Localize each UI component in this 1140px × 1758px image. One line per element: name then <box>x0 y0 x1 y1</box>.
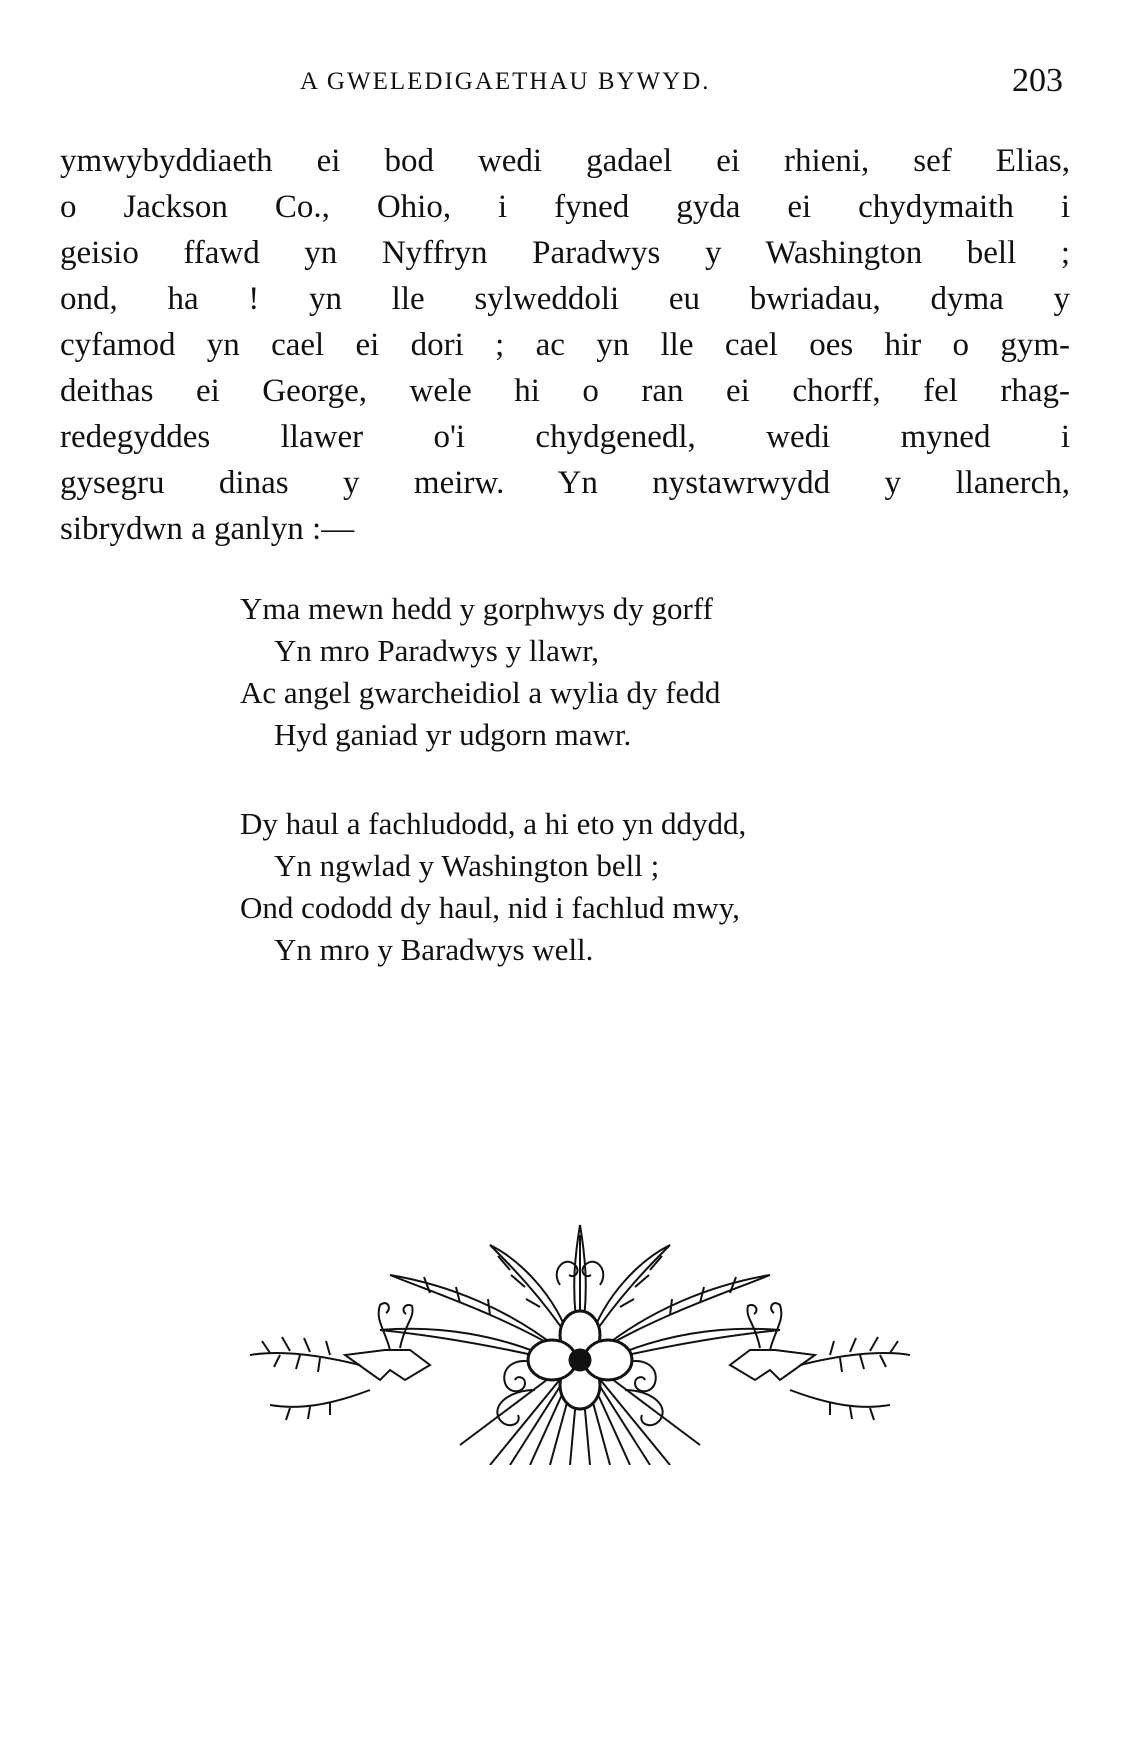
prose-line: ymwybyddiaeth ei bod wedi gadael ei rhieni, sef Elias, <box>60 143 1070 179</box>
verse-line: Hyd ganiad yr udgorn mawr. <box>274 717 632 752</box>
verse-stanza <box>240 588 1040 756</box>
prose-line: cyfamod yn cael ei dori ; ac yn lle cael oes hir o gym- <box>60 327 1070 363</box>
prose-line: ond, ha ! yn lle sylweddoli eu bwriadau, dyma y <box>60 281 1070 317</box>
prose-line: gysegru dinas y meirw. Yn nystawrwydd y llanerch, <box>60 465 1070 501</box>
verse-line: Yma mewn hedd y gorphwys dy gorff <box>240 591 713 626</box>
prose-line: sibrydwn a ganlyn :— <box>60 511 355 547</box>
verse-stanza <box>240 803 1040 971</box>
verse-line: Yn mro Paradwys y llawr, <box>274 633 600 668</box>
verse-line: Dy haul a fachludodd, a hi eto yn ddydd, <box>240 806 747 841</box>
prose-line: o Jackson Co., Ohio, i fyned gyda ei chydymaith i <box>60 189 1070 225</box>
verse-line: Ac angel gwarcheidiol a wylia dy fedd <box>240 675 721 710</box>
prose-line: deithas ei George, wele hi o ran ei chorff, fel rhag- <box>60 373 1070 409</box>
floral-tailpiece-icon <box>240 1215 920 1465</box>
prose-line: redegyddes llawer o'i chydgenedl, wedi myned i <box>60 419 1070 455</box>
central-flower <box>528 1311 632 1409</box>
verse-line: Yn mro y Baradwys well. <box>274 932 594 967</box>
prose-paragraph <box>60 138 1070 552</box>
verse-line: Ond cododd dy haul, nid i fachlud mwy, <box>240 890 740 925</box>
running-title: A GWELEDIGAETHAU BYWYD. <box>300 68 711 95</box>
page-number: 203 <box>1012 62 1063 99</box>
verse-line: Yn ngwlad y Washington bell ; <box>274 848 660 883</box>
prose-line: geisio ffawd yn Nyffryn Paradwys y Washington bell ; <box>60 235 1070 271</box>
